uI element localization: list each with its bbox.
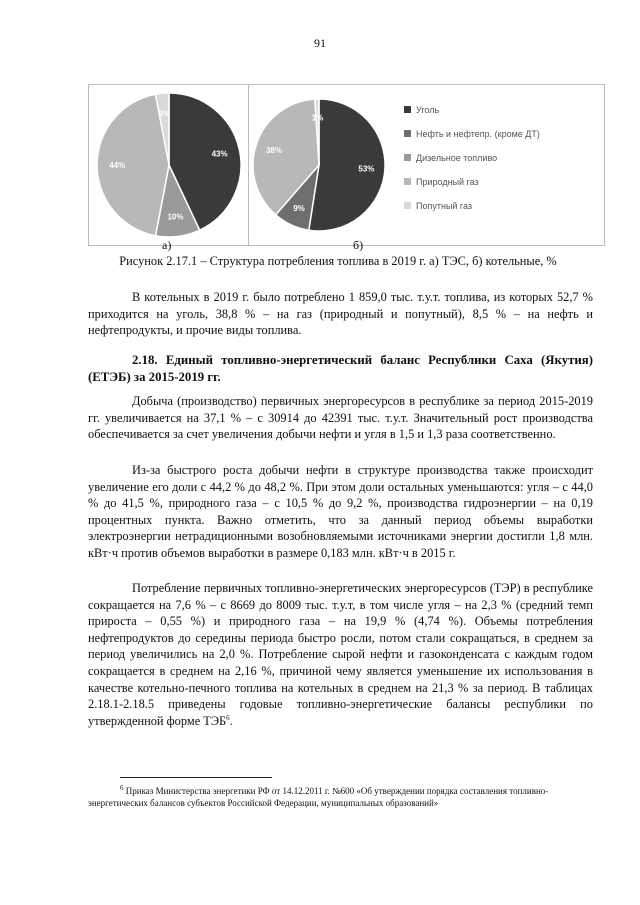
legend-label-5: Попутный газ — [416, 201, 473, 211]
legend-swatch-4 — [404, 178, 411, 185]
legend-label-2: Нефть и нефтепр. (кроме ДТ) — [416, 129, 540, 139]
footnote-text: Приказ Министерства энергетики РФ от 14.12.2011 г. №600 «Об утверждении порядка составления топливно-энергетических балансов субъектов Российской Федерации, муниципальных образований» — [88, 786, 549, 808]
paragraph-consumption — [88, 580, 593, 729]
footnote-mark: 6 — [120, 784, 124, 792]
section-heading: 2.18. Единый топливно-энергетический баланс Республики Саха (Якутия) (ЕТЭБ) за 2015-2019 гг. — [88, 353, 593, 384]
legend-label-3: Дизельное топливо — [416, 153, 498, 163]
tes-slice-label-3: 10% — [167, 212, 184, 222]
tes-slice-label-4: 44% — [109, 161, 126, 170]
paragraph-boilers: В котельных в 2019 г. было потреблено 1 859,0 тыс. т.у.т. топлива, из которых 52,7 % приходится на уголь, 38,8 % – на газ (природный и попутный), 8,5 % – на нефть и нефтепродукты, и прочие виды топлива. — [88, 290, 593, 338]
boilers-slice-label-4: 38% — [265, 145, 283, 155]
legend-swatch-1 — [404, 106, 411, 113]
legend-swatch-3 — [404, 154, 411, 161]
paragraph-shares: Из-за быстрого роста добычи нефти в структуре производства также происходит увеличение его доли с 44,2 % до 48,2 %. При этом доли остальных уменьшаются: угля – с 44,0 % до 41,5 %, природного газа – с 10,5 % до 9,2 %, производства гидроэнергии – на 0,19 процентных пункта. Важно отметить, что за данный период объемы выработки электроэнергии нетрадиционными возобновляемыми источниками энергии достигли 1,8 млн. кВт·ч против объемов выработки в размере 0,183 млн. кВт·ч в 2015 г. — [88, 463, 593, 560]
pie-chart-tes — [89, 85, 249, 245]
legend-swatch-5 — [404, 202, 411, 209]
subcaption-b: б) — [353, 238, 364, 252]
subcaption-a: а) — [162, 238, 172, 252]
pie-chart-boilers — [249, 85, 604, 245]
page-number: 91 — [314, 36, 326, 50]
legend-label-1: Уголь — [416, 105, 440, 115]
boilers-slice-label-5: 1% — [311, 113, 324, 123]
chart-tes — [88, 84, 250, 246]
tes-slice-label-5: 3% — [158, 109, 170, 119]
footnote-divider — [120, 777, 272, 778]
footnote — [88, 785, 593, 809]
paragraph-end: . — [229, 713, 233, 728]
fuel-structure-figure — [88, 84, 603, 252]
paragraph-production: Добыча (производство) первичных энергоресурсов в республике за период 2015-2019 гг. увеличивается на 37,1 % – с 30914 до 42391 тыс. т.у.т. Значительный рост производства обеспечивается за счет увеличения добычи нефти и угля в 1,5 и 1,3 раза соответственно. — [88, 394, 593, 442]
footnote-reference: 6 — [226, 713, 230, 722]
tes-slice-label-1: 43% — [211, 149, 228, 159]
chart-boilers — [248, 84, 605, 246]
legend-label-4: Природный газ — [416, 177, 479, 187]
boilers-slice-label-1: 53% — [358, 164, 375, 174]
boilers-slice-label-2: 9% — [293, 204, 305, 214]
figure-caption: Рисунок 2.17.1 – Структура потребления топлива в 2019 г. а) ТЭС, б) котельные, % — [119, 254, 557, 268]
paragraph-consumption-text: Потребление первичных топливно-энергетических энергоресурсов (ТЭР) в республике сокращается на 7,6 % – с 8669 до 8009 тыс. т.у.т, в том числе угля – на 2,3 % (средний темп прироста – 0,55 %) и природного газа – на 19,9 % (4,74 %). Объемы потребления нефтепродуктов до середины периода быстро росли, потом стали сокращаться, в среднем за период увеличились на 2,0 %. Потребление сырой нефти и газоконденсата с каждым годом сокращается в среднем на 2,16 %, причиной чему является уменьшение их использования в качестве котельно-печного топлива на котельных в среднем на 21,3 % за период. В таблицах 2.18.1-2.18.5 приведены годовые топливно-энергетические балансы республики по утвержденной форме ТЭБ — [88, 581, 593, 728]
legend-swatch-2 — [404, 130, 411, 137]
